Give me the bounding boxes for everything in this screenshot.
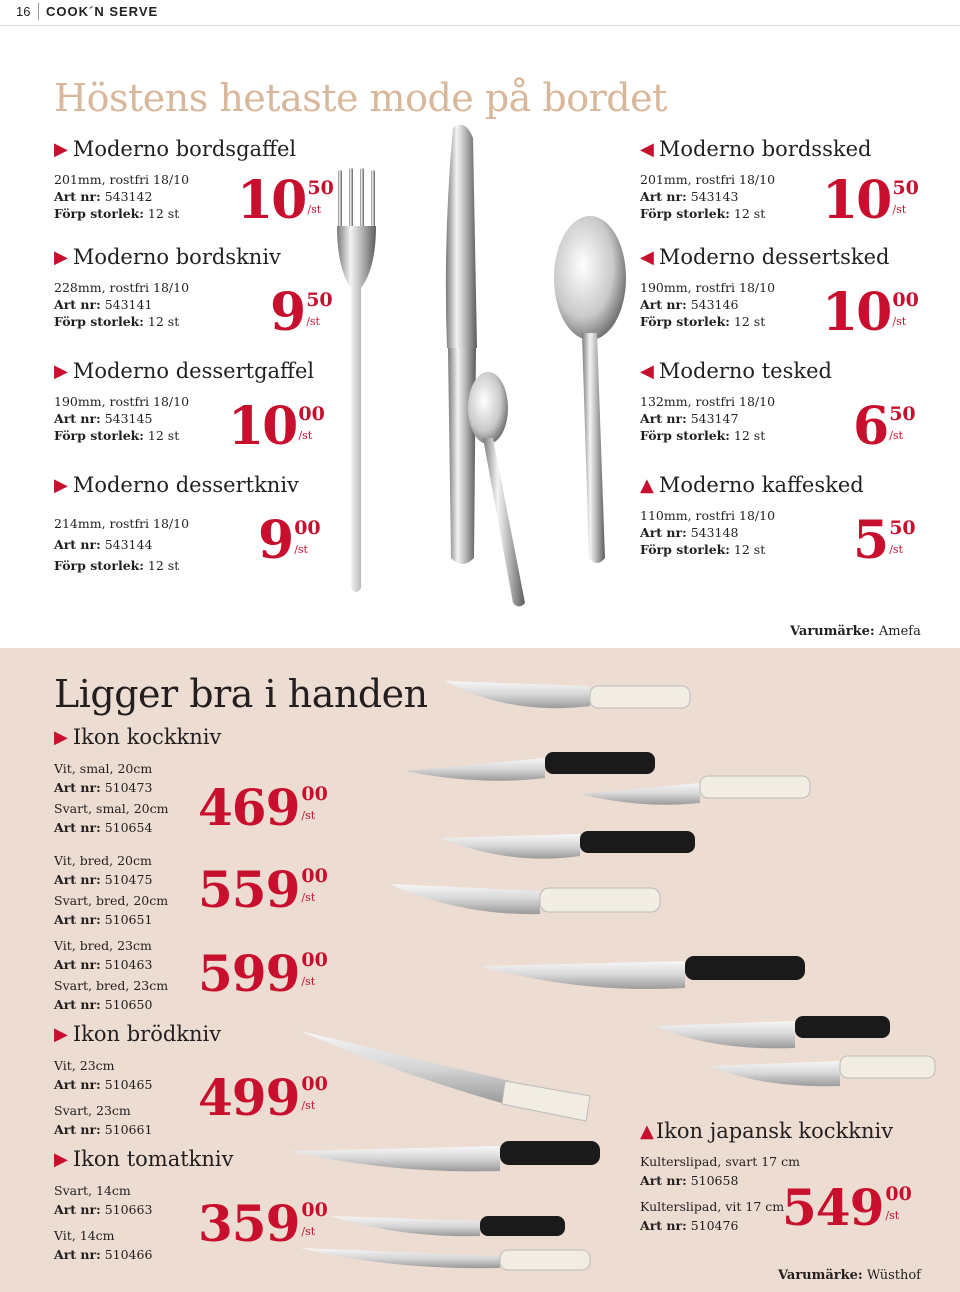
price-bordsgaffel: 10 50 /st bbox=[237, 170, 334, 231]
knives-heading: Ligger bra i handen bbox=[54, 672, 428, 716]
art-line: Art nr: 543145 bbox=[54, 411, 153, 426]
art-line: Art nr: 543148 bbox=[640, 525, 739, 540]
header-divider bbox=[38, 3, 39, 20]
product-title: ◀ Moderno dessertsked bbox=[640, 245, 890, 269]
art-line: Art nr: 510465 bbox=[54, 1077, 153, 1092]
pack-line: Förp storlek: 12 st bbox=[54, 314, 180, 329]
product-spec: 201mm, rostfri 18/10 bbox=[54, 172, 190, 187]
variant-line: Svart, 23cm bbox=[54, 1103, 131, 1118]
product-title: ▶ Ikon tomatkniv bbox=[54, 1147, 234, 1171]
knife-image bbox=[446, 125, 477, 564]
chef-knife-black-2-image bbox=[440, 831, 695, 859]
product-spec: 228mm, rostfri 18/10 bbox=[54, 280, 190, 295]
art-line: Art nr: 510663 bbox=[54, 1202, 153, 1217]
product-title: ▶ Moderno bordsgaffel bbox=[54, 137, 297, 161]
product-title: ▲Ikon japansk kockkniv bbox=[640, 1119, 894, 1143]
chef-knife-black-image bbox=[405, 752, 655, 781]
japansk-details bbox=[640, 1153, 800, 1234]
price-japansk: 549 00 /st bbox=[782, 1178, 912, 1237]
variant-line: Vit, 14cm bbox=[54, 1228, 115, 1243]
triangle-up-icon: ▲ bbox=[640, 475, 654, 496]
art-line: Art nr: 510654 bbox=[54, 820, 153, 835]
art-line: Art nr: 543142 bbox=[54, 189, 153, 204]
variant-line: Svart, bred, 23cm bbox=[54, 978, 169, 993]
price-dessertgaffel: 10 00 /st bbox=[228, 396, 325, 457]
product-ikon-japansk-kockkniv bbox=[640, 1119, 893, 1143]
variant-line: Kulterslipad, vit 17 cm bbox=[640, 1199, 785, 1214]
product-spec: 132mm, rostfri 18/10 bbox=[640, 394, 776, 409]
magazine-name: COOK´N SERVE bbox=[46, 4, 159, 19]
pack-line: Förp storlek: 12 st bbox=[640, 542, 766, 557]
art-line: Art nr: 510466 bbox=[54, 1247, 153, 1262]
price-kockkniv-3: 599 00 /st bbox=[198, 944, 328, 1003]
variant-line: Vit, bred, 23cm bbox=[54, 938, 152, 953]
product-spec: 201mm, rostfri 18/10 bbox=[640, 172, 776, 187]
cutlery-illustration bbox=[325, 118, 635, 623]
art-line: Art nr: 510475 bbox=[54, 872, 153, 887]
art-line: Art nr: 543143 bbox=[640, 189, 739, 204]
art-line: Art nr: 510473 bbox=[54, 780, 153, 795]
price-kockkniv-1: 469 00 /st bbox=[198, 778, 328, 837]
variant-line: Kulterslipad, svart 17 cm bbox=[640, 1154, 800, 1169]
product-title: ◀ Moderno tesked bbox=[640, 359, 832, 383]
product-title: ▶ Moderno dessertkniv bbox=[54, 473, 299, 497]
triangle-right-icon: ▶ bbox=[54, 727, 68, 748]
art-line: Art nr: 543141 bbox=[54, 297, 153, 312]
product-title: ▶ Ikon kockkniv bbox=[54, 725, 222, 749]
pack-line: Förp storlek: 12 st bbox=[54, 558, 180, 573]
pack-line: Förp storlek: 12 st bbox=[640, 314, 766, 329]
bread-knife-black-image bbox=[290, 1141, 600, 1171]
price-bordskniv: 9 50 /st bbox=[270, 282, 333, 343]
header-rule bbox=[0, 25, 960, 26]
price-kockkniv-2: 559 00 /st bbox=[198, 860, 328, 919]
art-line: Art nr: 510463 bbox=[54, 957, 153, 972]
chef-knife-black-3-image bbox=[480, 956, 805, 989]
product-ikon-brodkniv bbox=[54, 1022, 221, 1046]
triangle-right-icon: ▶ bbox=[54, 247, 68, 268]
chef-knife-white-image bbox=[445, 681, 690, 708]
product-ikon-kockkniv bbox=[54, 725, 221, 749]
art-line: Art nr: 510651 bbox=[54, 912, 153, 927]
triangle-left-icon: ◀ bbox=[640, 247, 654, 268]
product-title: ▲ Moderno kaffesked bbox=[640, 473, 864, 497]
price-tesked: 6 50 /st bbox=[853, 396, 916, 457]
price-tomatkniv: 359 00 /st bbox=[198, 1194, 328, 1253]
product-spec: 190mm, rostfri 18/10 bbox=[54, 394, 190, 409]
product-spec: 190mm, rostfri 18/10 bbox=[640, 280, 776, 295]
art-line: Art nr: 543144 bbox=[54, 537, 153, 552]
brand-wusthof: Varumärke: Wüsthof bbox=[778, 1268, 921, 1283]
product-tesked bbox=[640, 359, 832, 444]
tomato-knife-black-image bbox=[330, 1216, 565, 1236]
teaspoon-image bbox=[468, 372, 525, 607]
product-kaffesked bbox=[640, 473, 864, 558]
product-bordskniv bbox=[54, 245, 281, 330]
pack-line: Förp storlek: 12 st bbox=[54, 206, 180, 221]
triangle-right-icon: ▶ bbox=[54, 475, 68, 496]
product-title: ▶ Ikon brödkniv bbox=[54, 1022, 222, 1046]
page-number: 16 bbox=[16, 4, 31, 19]
pack-line: Förp storlek: 12 st bbox=[640, 206, 766, 221]
price-kaffesked: 5 50 /st bbox=[853, 510, 916, 571]
art-line: Art nr: 510476 bbox=[640, 1218, 739, 1233]
art-line: Art nr: 510661 bbox=[54, 1122, 153, 1137]
product-title: ▶ Moderno dessertgaffel bbox=[54, 359, 315, 383]
brand-amefa: Varumärke: Amefa bbox=[790, 624, 921, 639]
kockkniv-group-2 bbox=[54, 852, 168, 928]
page-headline: Höstens hetaste mode på bordet bbox=[54, 76, 667, 120]
tomato-knife-white-image bbox=[300, 1248, 590, 1270]
price-dessertsked: 10 00 /st bbox=[822, 282, 919, 343]
product-spec: 214mm, rostfri 18/10 bbox=[54, 516, 190, 531]
spoon-image bbox=[554, 216, 626, 563]
product-title: ◀ Moderno bordssked bbox=[640, 137, 872, 161]
pack-line: Förp storlek: 12 st bbox=[54, 428, 180, 443]
art-line: Art nr: 510650 bbox=[54, 997, 153, 1012]
bread-knife-white-image bbox=[300, 1031, 590, 1121]
variant-line: Svart, smal, 20cm bbox=[54, 801, 169, 816]
fork-image bbox=[337, 168, 376, 592]
triangle-right-icon: ▶ bbox=[54, 139, 68, 160]
triangle-left-icon: ◀ bbox=[640, 139, 654, 160]
triangle-up-icon: ▲ bbox=[640, 1121, 654, 1142]
triangle-left-icon: ◀ bbox=[640, 361, 654, 382]
price-dessertkniv: 9 00 /st bbox=[258, 510, 321, 571]
variant-line: Vit, 23cm bbox=[54, 1058, 115, 1073]
tomatkniv-details bbox=[54, 1182, 152, 1263]
price-brodkniv: 499 00 /st bbox=[198, 1068, 328, 1127]
kockkniv-group-1 bbox=[54, 760, 168, 836]
santoku-white-image bbox=[710, 1056, 935, 1086]
art-line: Art nr: 510658 bbox=[640, 1173, 739, 1188]
pack-line: Förp storlek: 12 st bbox=[640, 428, 766, 443]
triangle-right-icon: ▶ bbox=[54, 1149, 68, 1170]
price-bordssked: 10 50 /st bbox=[822, 170, 919, 231]
variant-line: Svart, 14cm bbox=[54, 1183, 131, 1198]
triangle-right-icon: ▶ bbox=[54, 1024, 68, 1045]
chef-knife-white-2-image bbox=[580, 776, 810, 805]
santoku-black-image bbox=[655, 1016, 890, 1048]
variant-line: Vit, bred, 20cm bbox=[54, 853, 152, 868]
variant-line: Svart, bred, 20cm bbox=[54, 893, 169, 908]
product-ikon-tomatkniv bbox=[54, 1147, 234, 1171]
triangle-right-icon: ▶ bbox=[54, 361, 68, 382]
art-line: Art nr: 543146 bbox=[640, 297, 739, 312]
kockkniv-group-3 bbox=[54, 937, 168, 1013]
chef-knife-white-3-image bbox=[390, 884, 660, 914]
art-line: Art nr: 543147 bbox=[640, 411, 739, 426]
variant-line: Vit, smal, 20cm bbox=[54, 761, 153, 776]
product-title: ▶ Moderno bordskniv bbox=[54, 245, 281, 269]
product-spec: 110mm, rostfri 18/10 bbox=[640, 508, 776, 523]
brodkniv-details bbox=[54, 1057, 152, 1138]
